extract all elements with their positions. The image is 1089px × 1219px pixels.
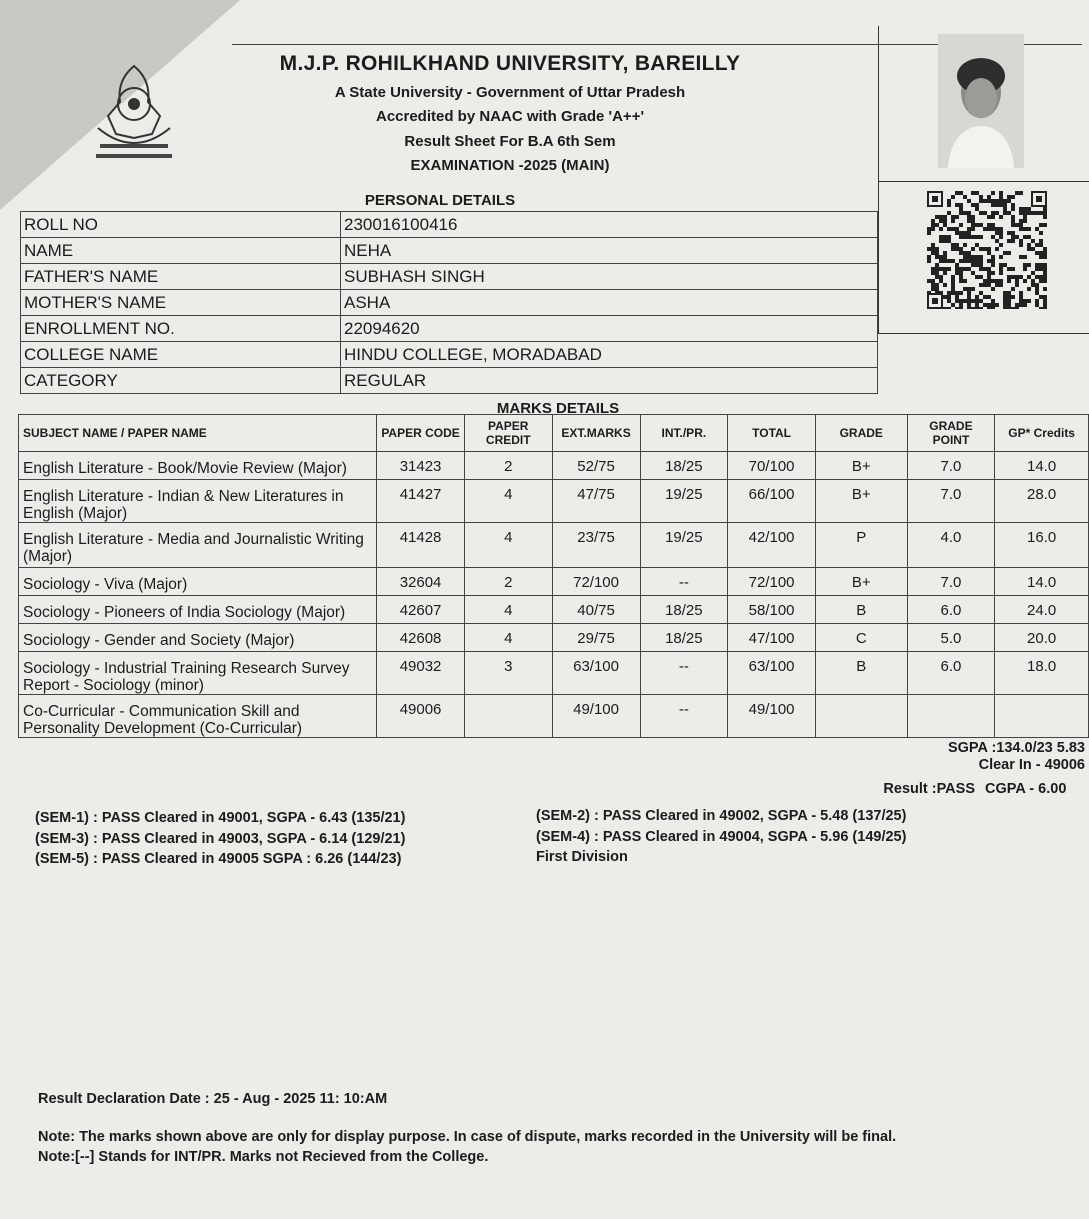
- ext-marks: 40/75: [552, 596, 640, 624]
- int-marks: --: [640, 652, 728, 695]
- category-value: REGULAR: [341, 368, 878, 394]
- table-row: [21, 368, 878, 394]
- paper-code: 42607: [377, 596, 465, 624]
- paper-credit: 4: [464, 480, 552, 523]
- sem-1-result: (SEM-1) : PASS Cleared in 49001, SGPA - 6.43 (135/21): [35, 810, 406, 826]
- gp-credits: 14.0: [995, 568, 1089, 596]
- note-display-purpose: Note: The marks shown above are only for display purpose. In case of dispute, marks recorded in the University will be final.: [38, 1129, 897, 1145]
- paper-credit: 2: [464, 452, 552, 480]
- col-subject: SUBJECT NAME / PAPER NAME: [19, 415, 377, 452]
- table-row: [19, 695, 1089, 738]
- subject-name: Sociology - Industrial Training Research Survey Report - Sociology (minor): [19, 652, 377, 695]
- paper-code: 41428: [377, 523, 465, 568]
- gp-credits: 24.0: [995, 596, 1089, 624]
- int-marks: --: [640, 568, 728, 596]
- marks-table: [18, 414, 1089, 738]
- paper-credit: 4: [464, 523, 552, 568]
- name-label: NAME: [21, 238, 341, 264]
- grade: [815, 695, 907, 738]
- personal-details-title: PERSONAL DETAILS: [364, 192, 516, 209]
- sem-4-result: (SEM-4) : PASS Cleared in 49004, SGPA - 5.96 (149/25): [536, 828, 907, 845]
- father-name-value: SUBHASH SINGH: [341, 264, 878, 290]
- paper-credit: 4: [464, 624, 552, 652]
- grade-point: [907, 695, 995, 738]
- grade-point: 6.0: [907, 596, 995, 624]
- exam-title: EXAMINATION -2025 (MAIN): [410, 157, 610, 174]
- accreditation: Accredited by NAAC with Grade 'A++': [375, 108, 645, 125]
- total-marks: 63/100: [728, 652, 816, 695]
- gp-credits: 16.0: [995, 523, 1089, 568]
- col-ext-marks: EXT.MARKS: [552, 415, 640, 452]
- ext-marks: 72/100: [552, 568, 640, 596]
- cgpa: CGPA - 6.00: [985, 781, 1067, 797]
- table-header-row: [19, 415, 1089, 452]
- table-row: [21, 342, 878, 368]
- enrollment-label: ENROLLMENT NO.: [21, 316, 341, 342]
- roll-no-label: ROLL NO: [21, 212, 341, 238]
- sheet-title: Result Sheet For B.A 6th Sem: [404, 133, 616, 150]
- subject-name: Sociology - Viva (Major): [19, 568, 377, 596]
- university-name: M.J.P. ROHILKHAND UNIVERSITY, BAREILLY: [279, 52, 741, 75]
- col-paper-credit: PAPER CREDIT: [464, 415, 552, 452]
- total-marks: 47/100: [728, 624, 816, 652]
- grade-point: 6.0: [907, 652, 995, 695]
- total-marks: 70/100: [728, 452, 816, 480]
- col-grade-point: GRADE POINT: [907, 415, 995, 452]
- ext-marks: 49/100: [552, 695, 640, 738]
- result-declaration-date: Result Declaration Date : 25 - Aug - 2025 11: 10:AM: [38, 1091, 388, 1107]
- grade: B+: [815, 480, 907, 523]
- table-row: [21, 238, 878, 264]
- ext-marks: 23/75: [552, 523, 640, 568]
- university-subtitle: A State University - Government of Uttar Pradesh: [334, 84, 686, 101]
- subject-name: Sociology - Pioneers of India Sociology (Major): [19, 596, 377, 624]
- university-logo-icon: [78, 58, 190, 170]
- grade-point: 4.0: [907, 523, 995, 568]
- prev-sem-right: [536, 806, 1006, 868]
- enrollment-value: 22094620: [341, 316, 878, 342]
- paper-code: 32604: [377, 568, 465, 596]
- paper-code: 31423: [377, 452, 465, 480]
- total-marks: 42/100: [728, 523, 816, 568]
- total-marks: 49/100: [728, 695, 816, 738]
- subject-name: English Literature - Indian & New Literatures in English (Major): [19, 480, 377, 523]
- ext-marks: 47/75: [552, 480, 640, 523]
- paper-credit: [464, 695, 552, 738]
- total-marks: 58/100: [728, 596, 816, 624]
- table-row: [19, 652, 1089, 695]
- prev-sem-left: [35, 808, 505, 870]
- ext-marks: 63/100: [552, 652, 640, 695]
- division: First Division: [536, 849, 628, 865]
- table-row: [21, 290, 878, 316]
- grade: B+: [815, 452, 907, 480]
- marks-details-title: MARKS DETAILS: [496, 400, 620, 417]
- table-row: [19, 452, 1089, 480]
- sem-3-result: (SEM-3) : PASS Cleared in 49003, SGPA - 6.14 (129/21): [35, 830, 406, 847]
- table-row: [19, 596, 1089, 624]
- grade: P: [815, 523, 907, 568]
- grade: B+: [815, 568, 907, 596]
- father-name-label: FATHER'S NAME: [21, 264, 341, 290]
- paper-credit: 3: [464, 652, 552, 695]
- total-marks: 66/100: [728, 480, 816, 523]
- grade-point: 7.0: [907, 480, 995, 523]
- gp-credits: 20.0: [995, 624, 1089, 652]
- college-value: HINDU COLLEGE, MORADABAD: [341, 342, 878, 368]
- category-label: CATEGORY: [21, 368, 341, 394]
- col-total: TOTAL: [728, 415, 816, 452]
- sem-2-result: (SEM-2) : PASS Cleared in 49002, SGPA - 5.48 (137/25): [536, 808, 907, 824]
- name-value: NEHA: [341, 238, 878, 264]
- roll-no-value: 230016100416: [341, 212, 878, 238]
- paper-credit: 2: [464, 568, 552, 596]
- paper-code: 41427: [377, 480, 465, 523]
- ext-marks: 29/75: [552, 624, 640, 652]
- int-marks: 18/25: [640, 596, 728, 624]
- int-marks: 19/25: [640, 523, 728, 568]
- total-marks: 72/100: [728, 568, 816, 596]
- int-marks: 18/25: [640, 624, 728, 652]
- gp-credits: [995, 695, 1089, 738]
- gp-credits: 28.0: [995, 480, 1089, 523]
- gp-credits: 18.0: [995, 652, 1089, 695]
- subject-name: English Literature - Media and Journalistic Writing (Major): [19, 523, 377, 568]
- personal-details-table: [20, 211, 878, 394]
- subject-name: Co-Curricular - Communication Skill and Personality Development (Co-Curricular): [19, 695, 377, 738]
- subject-name: Sociology - Gender and Society (Major): [19, 624, 377, 652]
- grade: B: [815, 652, 907, 695]
- grade-point: 7.0: [907, 452, 995, 480]
- paper-code: 42608: [377, 624, 465, 652]
- mother-name-value: ASHA: [341, 290, 878, 316]
- col-gp-credits: GP* Credits: [995, 415, 1089, 452]
- paper-code: 49006: [377, 695, 465, 738]
- result-status: Result :PASS: [883, 781, 975, 797]
- table-row: [21, 212, 878, 238]
- sem-5-result: (SEM-5) : PASS Cleared in 49005 SGPA : 6.26 (144/23): [35, 851, 402, 867]
- table-row: [21, 264, 878, 290]
- table-row: [21, 316, 878, 342]
- grade: B: [815, 596, 907, 624]
- sgpa-summary: SGPA :134.0/23 5.83: [947, 740, 1085, 756]
- mother-name-label: MOTHER'S NAME: [21, 290, 341, 316]
- grade-point: 5.0: [907, 624, 995, 652]
- table-row: [19, 568, 1089, 596]
- table-row: [19, 523, 1089, 568]
- paper-code: 49032: [377, 652, 465, 695]
- paper-credit: 4: [464, 596, 552, 624]
- grade-point: 7.0: [907, 568, 995, 596]
- table-row: [19, 480, 1089, 523]
- ext-marks: 52/75: [552, 452, 640, 480]
- subject-name: English Literature - Book/Movie Review (Major): [19, 452, 377, 480]
- gp-credits: 14.0: [995, 452, 1089, 480]
- grade: C: [815, 624, 907, 652]
- college-label: COLLEGE NAME: [21, 342, 341, 368]
- col-paper-code: PAPER CODE: [377, 415, 465, 452]
- int-marks: 19/25: [640, 480, 728, 523]
- col-int-pr: INT./PR.: [640, 415, 728, 452]
- clear-in: Clear In - 49006: [978, 757, 1085, 773]
- qr-code-icon: [927, 191, 1047, 309]
- table-row: [19, 624, 1089, 652]
- student-photo: [938, 34, 1024, 168]
- note-int-pr: Note:[--] Stands for INT/PR. Marks not Recieved from the College.: [38, 1149, 489, 1165]
- int-marks: --: [640, 695, 728, 738]
- col-grade: GRADE: [815, 415, 907, 452]
- int-marks: 18/25: [640, 452, 728, 480]
